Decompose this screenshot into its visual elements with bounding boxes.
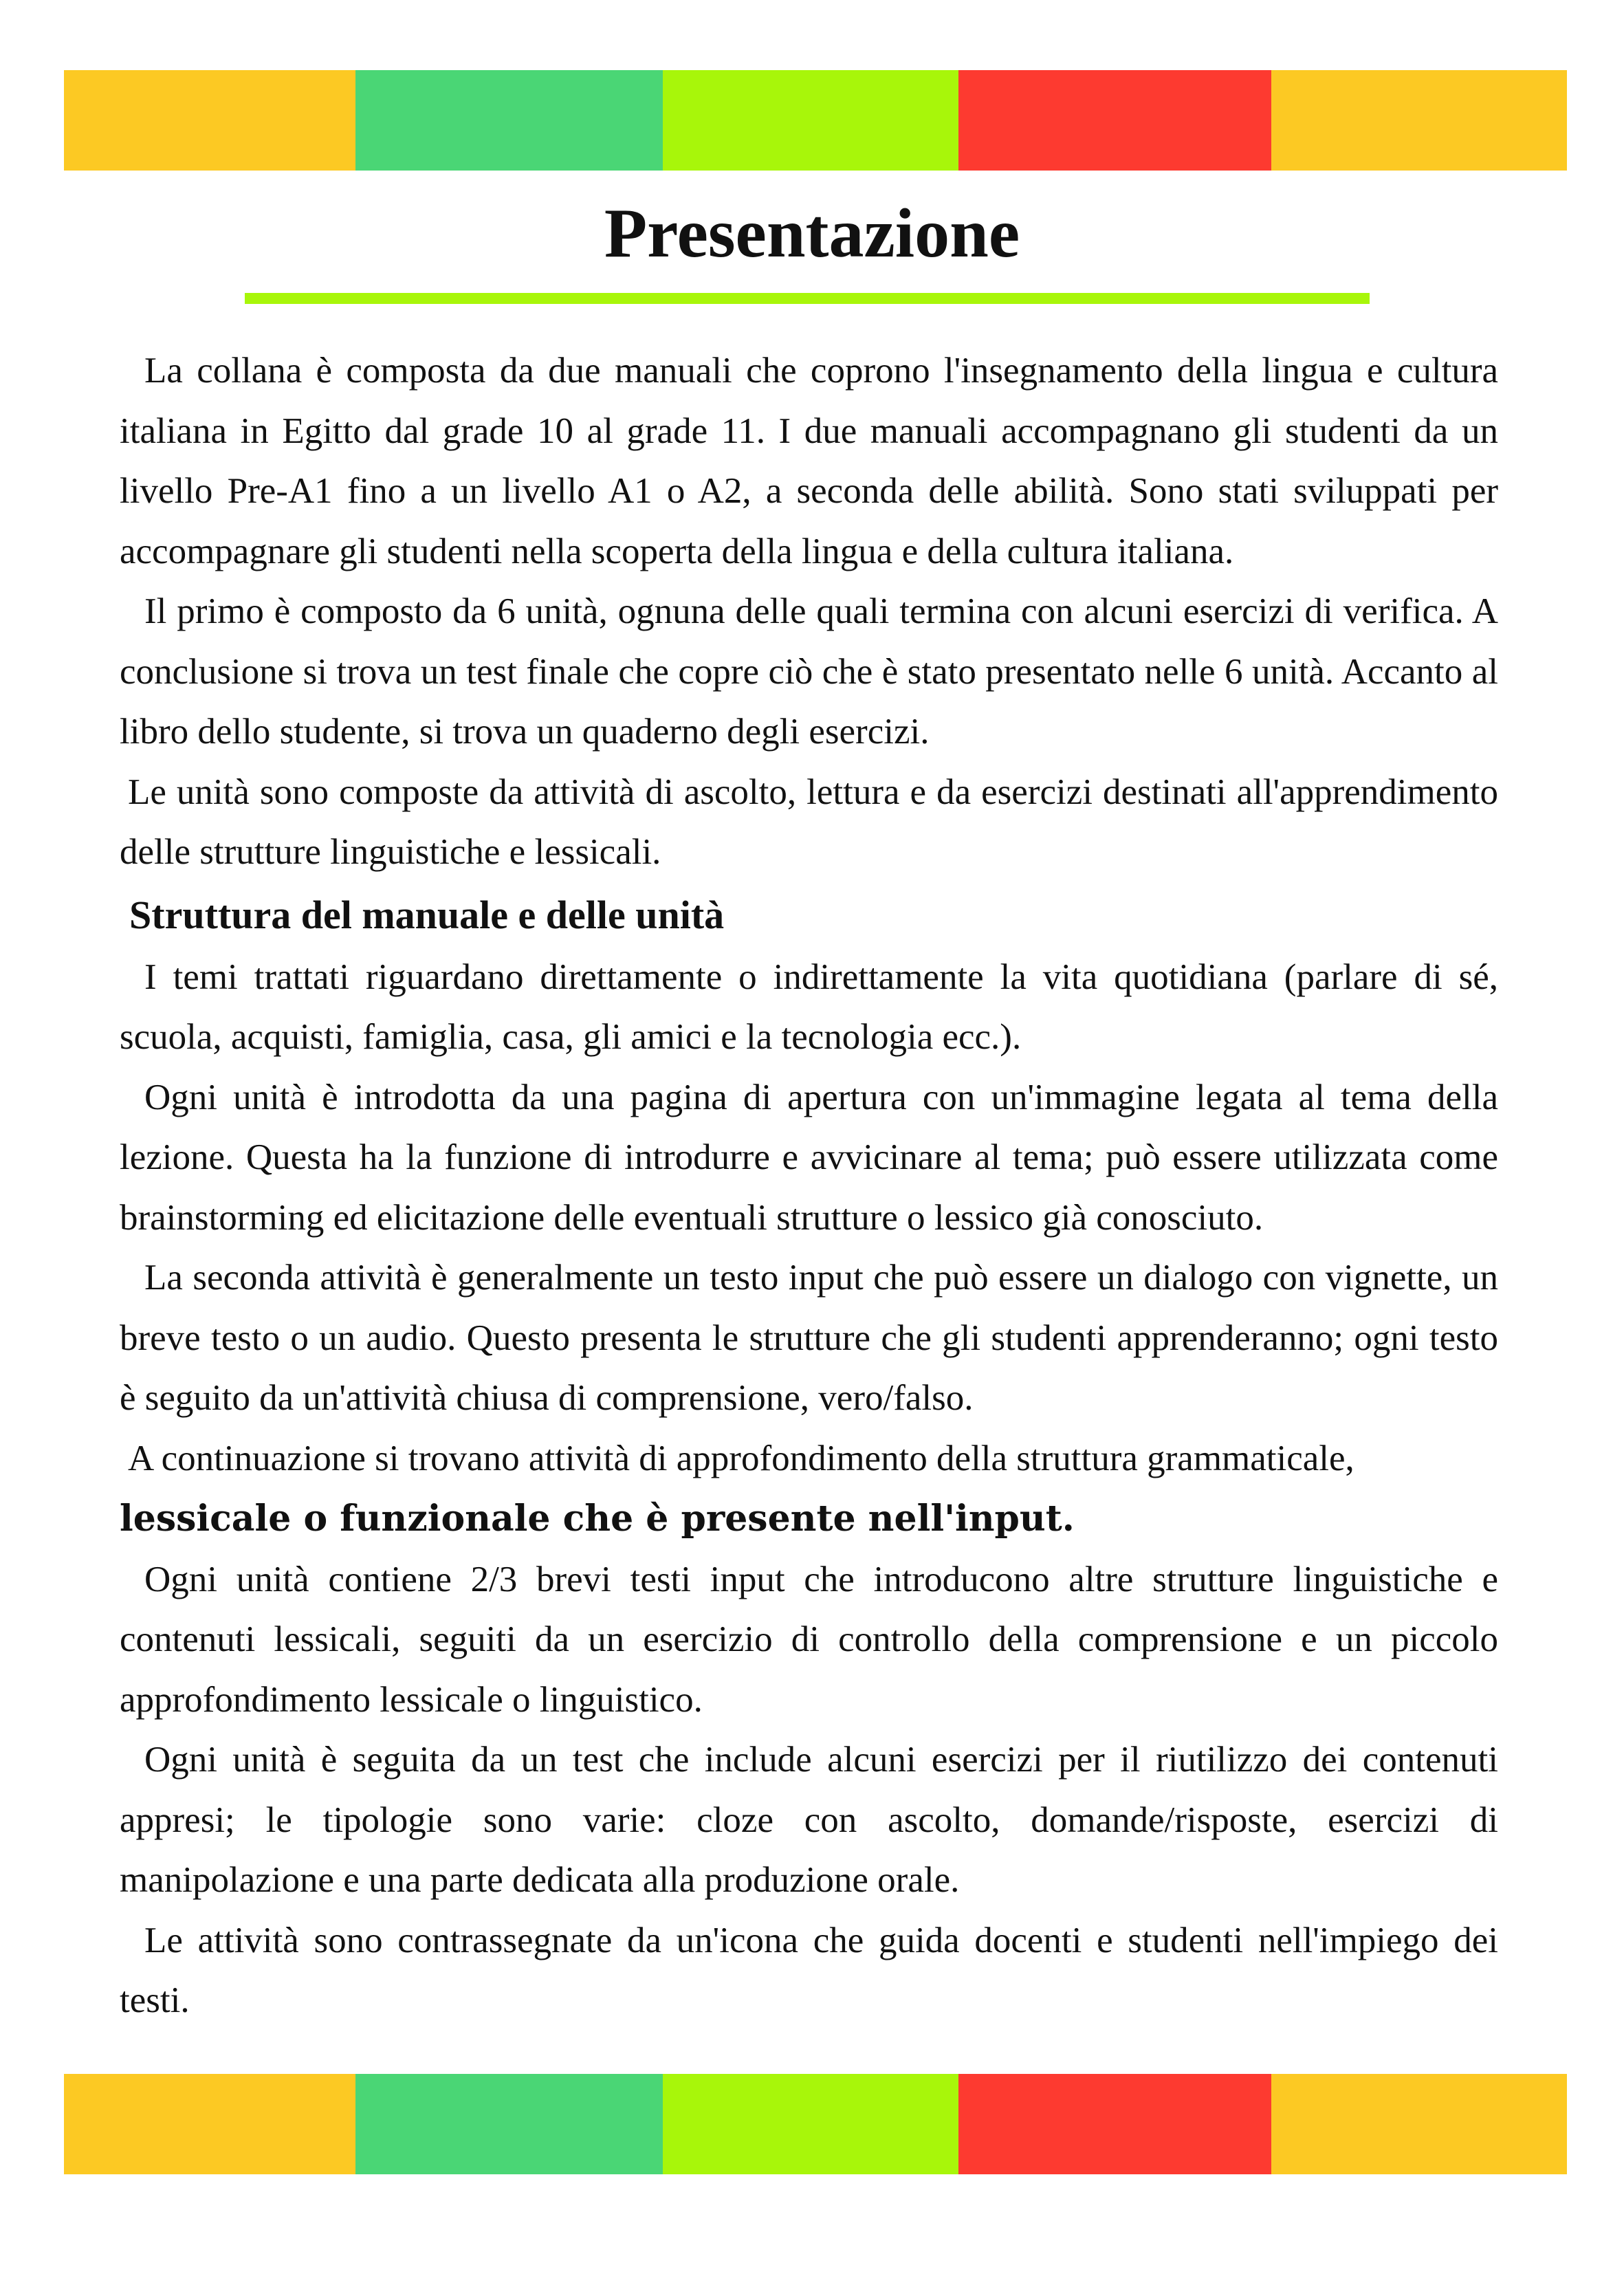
stripe-segment-yellow: [64, 70, 355, 171]
page-title: Presentazione: [604, 195, 1020, 272]
paragraph-themes: I temi trattati riguardano direttamente o indirettamente la vita quotidiana (parlare di sé, scuola, acquisti, famiglia, casa, gli amici e la tecnologia ecc.).: [120, 956, 1498, 1057]
stripe-segment-lime: [663, 70, 958, 171]
paragraph-second-activity: La seconda attività è generalmente un testo input che può essere un dialogo con vignette, un breve testo o un audio. Questo presenta le strutture che gli studenti apprenderanno; ogni testo è seguito da un'attività chiusa di comprensione, vero/falso.: [120, 1258, 1498, 1418]
stripe-segment-lime: [663, 2074, 958, 2174]
body-text: [120, 341, 1498, 2031]
stripe-segment-yellow-end: [1271, 70, 1567, 171]
top-color-stripe: [64, 70, 1567, 171]
stripe-segment-yellow-end: [1271, 2074, 1567, 2174]
stripe-segment-green: [355, 2074, 663, 2174]
stripe-segment-red: [958, 70, 1271, 171]
paragraph-input-texts: Ogni unità contiene 2/3 brevi testi input che introducono altre strutture linguistiche e contenuti lessicali, seguiti da un esercizio di controllo della comprensione e un piccolo approfondimento lessicale o linguistico.: [120, 1559, 1498, 1720]
stripe-segment-green: [355, 70, 663, 171]
paragraph-unit-test: Ogni unità è seguita da un test che include alcuni esercizi per il riutilizzo dei contenuti appresi; le tipologie sono varie: cloze con ascolto, domande/risposte, esercizi di manipolazione e una parte dedicata alla produzione orale.: [120, 1740, 1498, 1900]
title-underline: [245, 293, 1370, 304]
paragraph-opening-page: Ogni unità è introdotta da una pagina di apertura con un'immagine legata al tema della lezione. Questa ha la funzione di introdurre e avvicinare al tema; può essere utilizzata come brainstorming ed elicitazione delle eventuali strutture o lessico già conosciuto.: [120, 1077, 1498, 1238]
paragraph-continuation: A continuazione si trovano attività di approfondimento della struttura grammaticale,: [128, 1438, 1354, 1478]
paragraph-units: Le unità sono composte da attività di ascolto, lettura e da esercizi destinati all'apprendimento delle strutture linguistiche e lessicali.: [120, 772, 1498, 872]
stripe-segment-yellow: [64, 2074, 355, 2174]
section-heading: Struttura del manuale e delle unità: [129, 892, 725, 937]
bold-text: lessicale o funzionale che è presente nell'input.: [120, 1498, 1075, 1540]
paragraph-intro: La collana è composta da due manuali che coprono l'insegnamento della lingua e cultura italiana in Egitto dal grade 10 al grade 11. I due manuali accompagnano gli studenti da un livello Pre-A1 fino a un livello A1 o A2, a seconda delle abilità. Sono stati sviluppati per accompagnare gli studenti nella scoperta della lingua e della cultura italiana.: [120, 351, 1498, 571]
paragraph-first-volume: Il primo è composto da 6 unità, ognuna delle quali termina con alcuni esercizi di verifica. A conclusione si trova un test finale che copre ciò che è stato presentato nelle 6 unità. Accanto al libro dello studente, si trova un quaderno degli esercizi.: [120, 591, 1498, 752]
stripe-segment-red: [958, 2074, 1271, 2174]
paragraph-continuation-bold: [120, 1489, 1498, 1550]
bottom-color-stripe: [64, 2074, 1567, 2174]
paragraph-icons: Le attività sono contrassegnate da un'icona che guida docenti e studenti nell'impiego dei testi.: [120, 1920, 1498, 2020]
